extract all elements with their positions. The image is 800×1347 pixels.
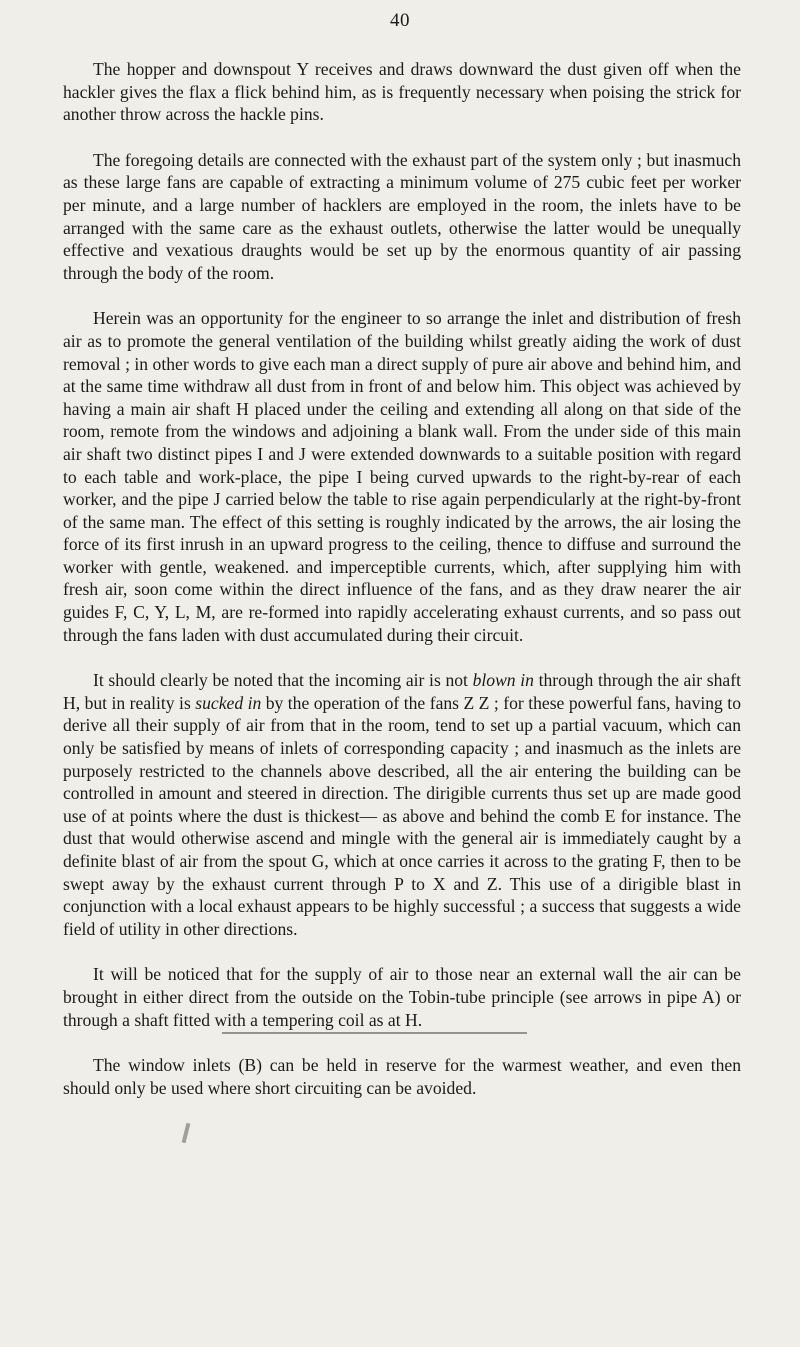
italic-phrase: sucked in <box>195 692 262 713</box>
page-number: 40 <box>390 10 410 31</box>
paragraph-3 <box>63 307 741 646</box>
paragraph-4 <box>63 669 741 940</box>
paragraph-1 <box>63 58 741 126</box>
paragraph-text: by the operation of the fans Z Z ; for these powerful fans, having to derive all their supply of air from that in the room, tend to set up a partial vacuum, which can only be satisfied by means of inlets of corresponding capacity ; and inasmuch as the inlets are purposely restricted to the channels above described, all the air entering the building can be controlled in amount and steered in direction. The dirigible currents thus set up are made good use of at points where the dust is thickest— as above and behind the comb E for instance. The dust that would otherwise ascend and mingle with the general air is immediately caught by a definite blast of air from the spout G, which at once carries it across to the grating F, then to be swept away by the exhaust current through P to X and Z. This use of a dirigible blast in conjunction with a local exhaust appears to be highly successful ; a success that suggests a wide field of utility in other directions. <box>63 692 741 939</box>
paragraph-text: through through the air shaft H, but in reality is <box>63 670 741 713</box>
paragraph-text: It will be noticed that for the supply of air to those near an external wall the air can be brought in either direct from the outside on the Tobin-tube principle (see arrows in pipe A) or through a shaft fitted with a tempering coil as at H. <box>63 964 741 1030</box>
italic-phrase: blown in <box>472 670 534 691</box>
paragraph-text: The foregoing details are connected with the exhaust part of the system only ; but inasmuch as these large fans are capable of extracting a minimum volume of 275 cubic feet per worker per minute, and a large number of hacklers are employed in the room, the inlets have to be arranged with the same care as the exhaust outlets, otherwise the latter would be unequally effective and vexatious draughts would be set up by the enormous quantity of air passing through the body of the room. <box>63 149 741 283</box>
text-body <box>63 58 741 1122</box>
paragraph-text: Herein was an opportunity for the engineer to so arrange the inlet and distribution of fresh air as to promote the general ventilation of the building whilst greatly aiding the work of dust removal ; in other words to give each man a direct supply of pure air above and behind him, and at the same time withdraw all dust from in front of and below him. This object was achieved by having a main air shaft H placed under the ceiling and extending all along on that side of the room, remote from the windows and adjoining a blank wall. From the under side of this main air shaft two distinct pipes I and J were extended downwards to a suitable position with regard to each table and work-place, the pipe I being curved upwards to the right-by-rear of each worker, and the pipe J carried below the table to rise again perpendicularly at the right-by-front of the same man. The effect of this setting is roughly indicated by the arrows, the air losing the force of its first inrush in an upward progress to the ceiling, thence to diffuse and surround the worker with gentle, weakened. and imperceptible currents, which, after supplying him with fresh air, soon come within the direct influence of the fans, and as they draw nearer the air guides F, C, Y, L, M, are re-formed into rapidly accelerating exhaust currents, and so pass out through the fans laden with dust accumulated during their circuit. <box>63 308 741 645</box>
paragraph-text: It should clearly be noted that the incoming air is not <box>93 670 473 691</box>
paragraph-text: The window inlets (B) can be held in reserve for the warmest weather, and even then should only be used where short circuiting can be avoided. <box>63 1055 741 1098</box>
paragraph-2 <box>63 149 741 285</box>
scan-mark <box>182 1123 191 1143</box>
paragraph-5 <box>63 963 741 1031</box>
paragraph-text: The hopper and downspout Y receives and draws downward the dust given off when the hackler gives the flax a flick behind him, as is frequently necessary when poising the strick for another throw across the hackle pins. <box>63 59 741 125</box>
paragraph-6 <box>63 1054 741 1099</box>
horizontal-rule <box>222 1032 527 1034</box>
